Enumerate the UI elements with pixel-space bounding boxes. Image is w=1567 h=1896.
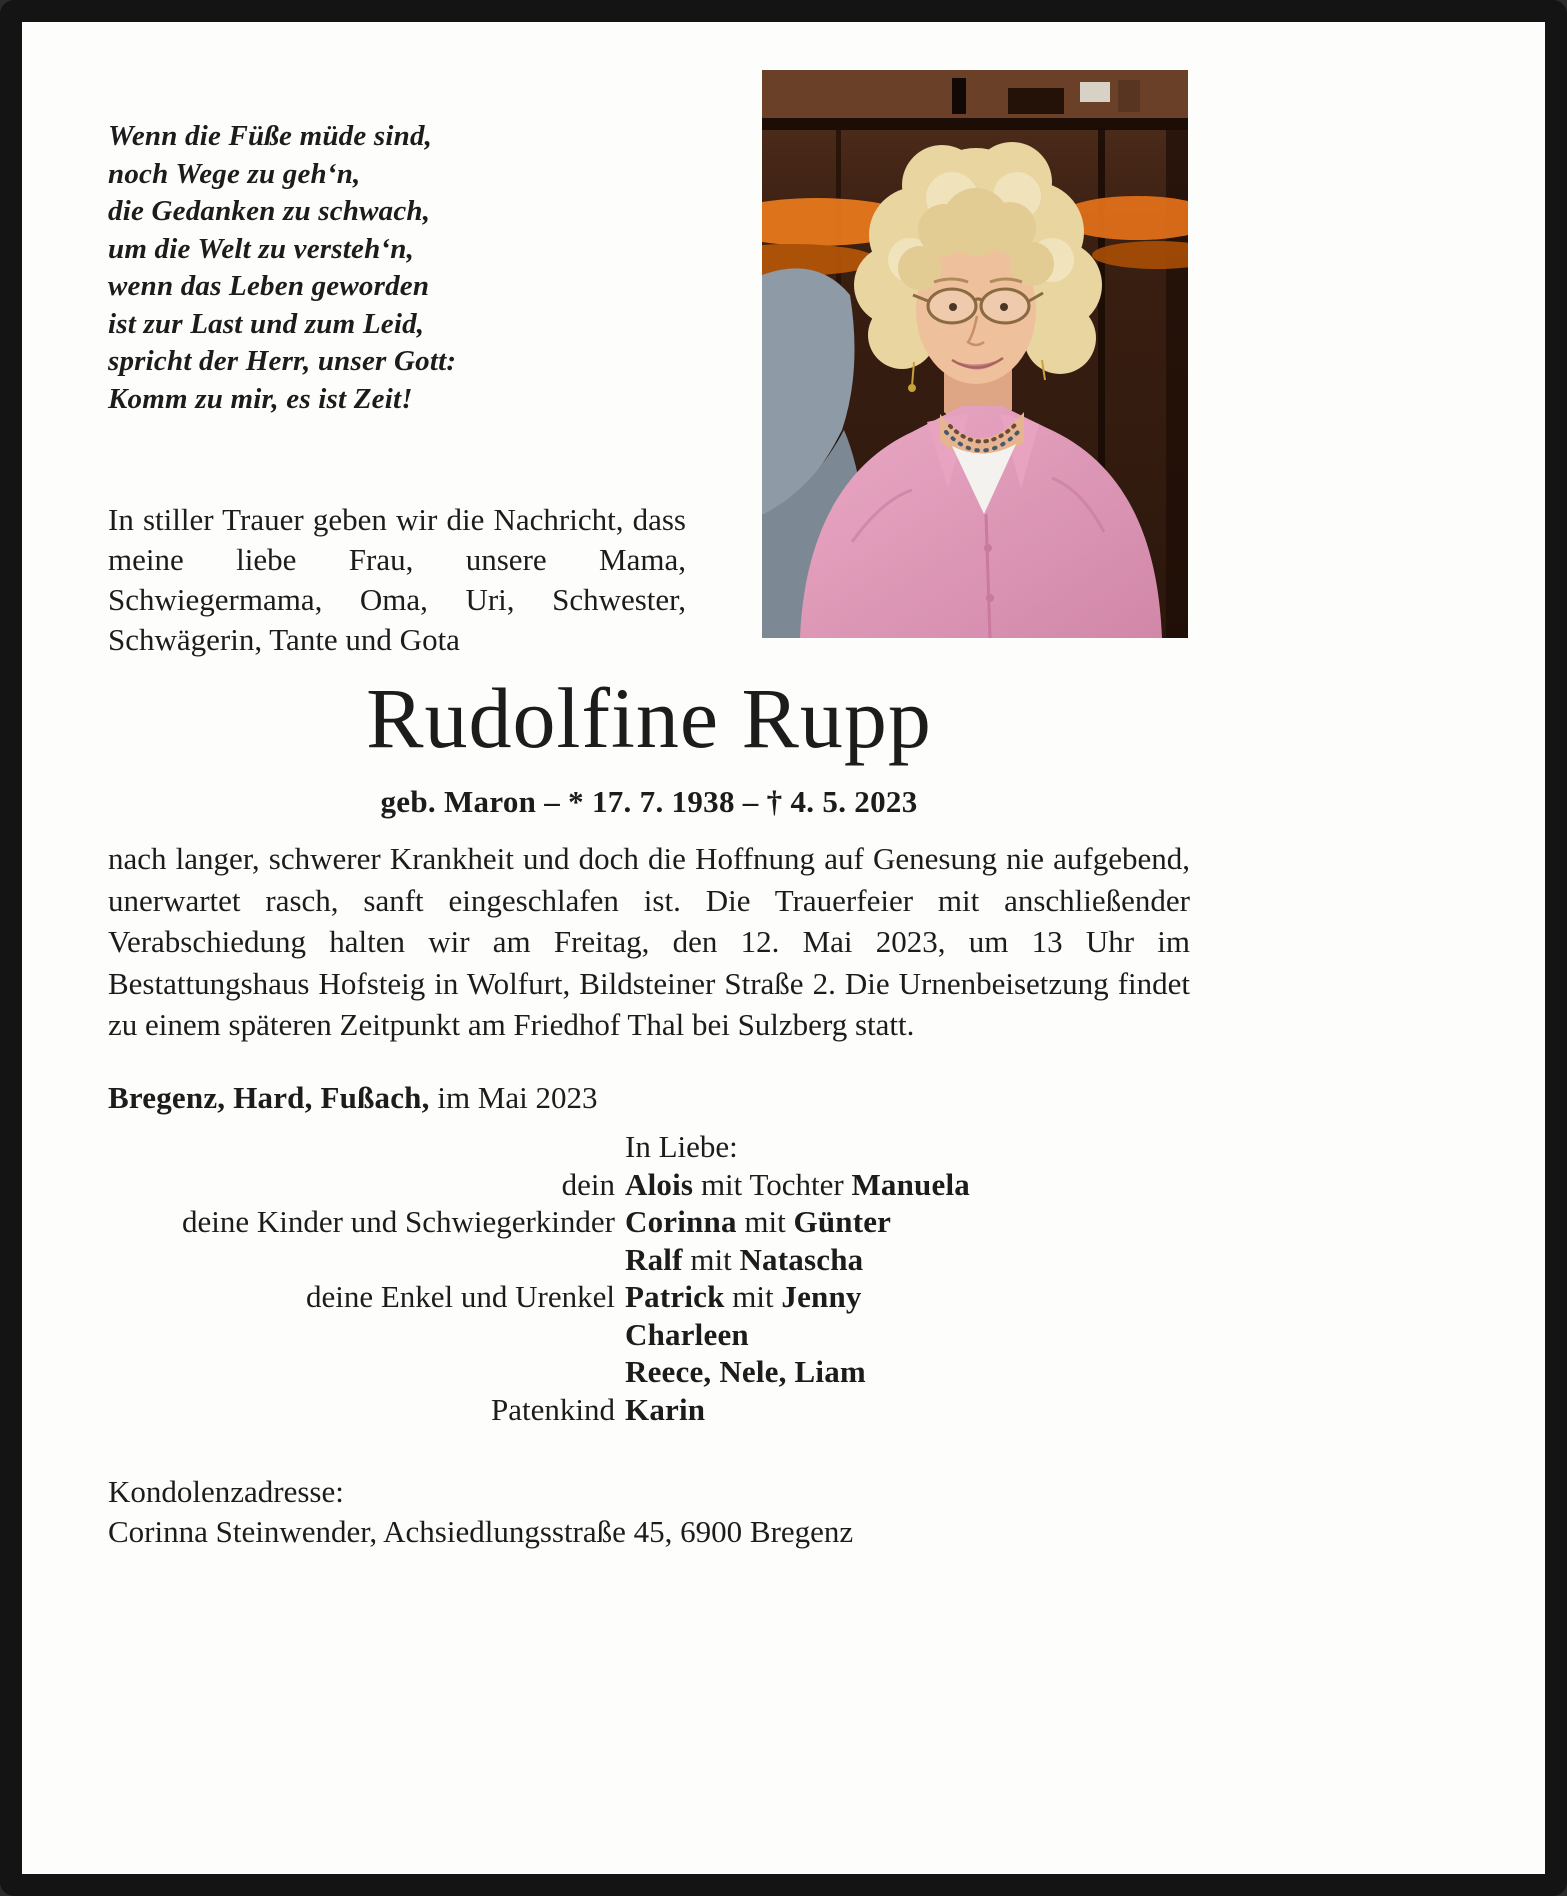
portrait-illustration [762,70,1188,638]
family-names: Alois mit Tochter Manuela [625,1166,970,1202]
family-relation-label: deine Kinder und Schwiegerkinder [181,1204,615,1239]
poem-line: Wenn die Füße müde sind, [108,120,433,152]
eye-right [1000,303,1008,311]
place-month: im Mai 2023 [429,1080,598,1115]
condolence-address: Corinna Steinwender, Achsiedlungsstraße 45, 6900 Bregenz [108,1514,854,1549]
portrait-photo [762,70,1188,638]
family-heading-row [108,1128,1190,1166]
poem-line: um die Welt zu versteh‘n, [108,232,415,265]
family-row [108,1241,1190,1279]
funeral-announcement: nach langer, schwerer Krankheit und doch die Hoffnung auf Genesung nie aufgebend, unerwartet rasch, sanft eingeschlafen ist. Die Trauerfeier mit anschließender Verabschiedung halten wir am Freitag, den 12. Mai 2023, um 13 Uhr im Bestattungshaus Hofsteig in Wolfurt, Bildsteiner Straße 2. Die Urnenbeisetzung findet zu einem späteren Zeitpunkt am Friedhof Thal bei Sulzberg statt. [108,841,1190,1042]
family-relation-label: dein [561,1166,615,1202]
place-date-line [108,1080,1190,1116]
place-names: Bregenz, Hard, Fußach, [108,1080,430,1115]
family-names: Ralf mit Natascha [625,1241,864,1277]
deceased-name: Rudolfine Rupp [366,670,932,766]
eye-left [949,303,957,311]
family-names: Patrick mit Jenny [625,1279,862,1314]
condolence-label: Kondolenzadresse: [108,1474,344,1509]
condolence-section [108,1472,1190,1552]
family-section [108,1128,1190,1428]
poem [108,118,708,418]
poem-line: noch Wege zu geh‘n, [108,157,361,190]
family-relation-label: Patenkind [491,1391,615,1427]
family-names: Reece, Nele, Liam [625,1354,866,1389]
poem-line: die Gedanken zu schwach, [108,195,431,227]
family-names: Corinna mit Günter [625,1204,892,1239]
poem-line: ist zur Last und zum Leid, [108,307,425,340]
family-names: Charleen [625,1316,749,1352]
family-row [108,1166,1190,1204]
family-relation-label [108,1316,615,1354]
announcement-intro: In stiller Trauer geben wir die Nachricht, dass meine liebe Frau, unsere Mama, Schwiegermama, Oma, Uri, Schwester, Schwägerin, Tante und Gota [108,502,686,657]
family-row [108,1278,1190,1316]
family-row [108,1316,1190,1354]
family-row [108,1203,1190,1241]
family-row [108,1353,1190,1391]
poem-line: wenn das Leben geworden [108,270,430,302]
family-names: Karin [625,1391,706,1427]
family-relation-label: deine Enkel und Urenkel [305,1279,615,1314]
poem-line: Komm zu mir, es ist Zeit! [108,382,413,415]
deceased-dates: geb. Maron – * 17. 7. 1938 – † 4. 5. 2023 [380,784,918,819]
in-liebe-heading: In Liebe: [625,1129,738,1164]
family-row [108,1391,1190,1429]
family-relation-label [108,1353,615,1391]
poem-line: spricht der Herr, unser Gott: [108,345,457,377]
family-relation-label [108,1241,615,1279]
family-relation-label [108,1128,615,1166]
